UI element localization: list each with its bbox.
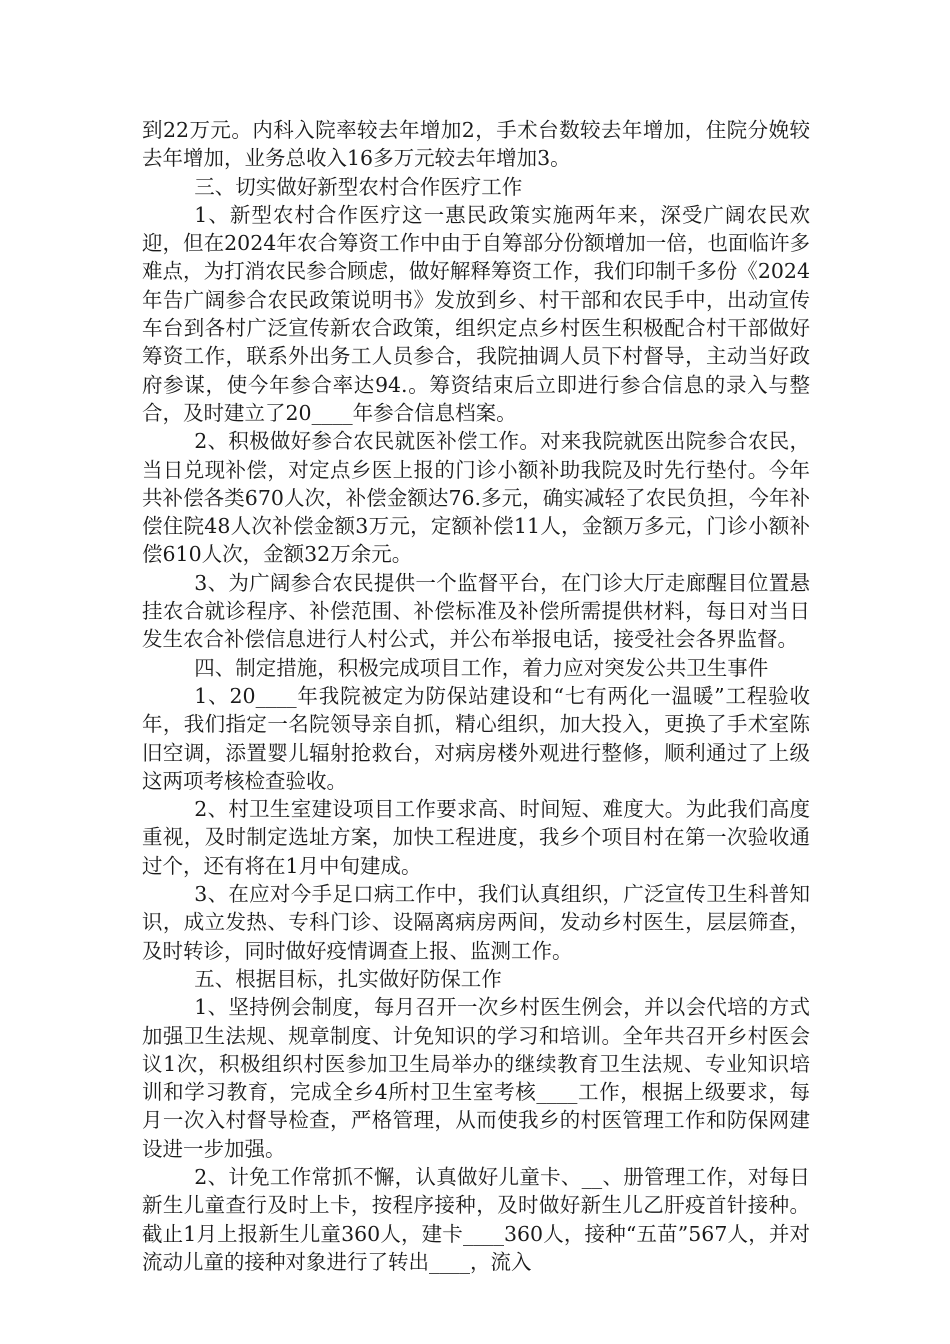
paragraph: 2、积极做好参合农民就医补偿工作。对来我院就医出院参合农民，当日兑现补偿，对定点乡医上报的门诊小额补助我院及时先行垫付。今年共补偿各类670人次，补偿金额达76.多元，确实减轻了农民负担，今年补偿住院48人次补偿金额3万元，定额补偿11人，金额万多元，门诊小额补偿610人次，金额32万余元。 <box>142 429 810 567</box>
paragraph: 1、新型农村合作医疗这一惠民政策实施两年来，深受广阔农民欢迎，但在2024年农合筹资工作中由于自筹部分份额增加一倍，也面临许多难点，为打消农民参合顾虑，做好解释筹资工作，我们印制千多份《2024年告广阔参合农民政策说明书》发放到乡、村干部和农民手中，出动宣传车台到各村广泛宣传新农合政策，组织定点乡村医生积极配合村干部做好筹资工作，联系外出务工人员参合，我院抽调人员下村督导，主动当好政府参谋，使今年参合率达94.。筹资结束后立即进行参合信息的录入与整合，及时建立了20____年参合信息档案。 <box>142 202 810 425</box>
paragraph: 3、在应对今手足口病工作中，我们认真组织，广泛宣传卫生科普知识，成立发热、专科门诊、设隔离病房两间，发动乡村医生，层层筛查，及时转诊，同时做好疫情调查上报、监测工作。 <box>142 882 810 963</box>
paragraph: 1、坚持例会制度，每月召开一次乡村医生例会，并以会代培的方式加强卫生法规、规章制度、计免知识的学习和培训。全年共召开乡村医会议1次，积极组织村医参加卫生局举办的继续教育卫生法规、专业知识培训和学习教育，完成全乡4所村卫生室考核____工作，根据上级要求，每月一次入村督导检查，严格管理，从而使我乡的村医管理工作和防保网建设进一步加强。 <box>142 995 810 1161</box>
section-heading-3: 三、切实做好新型农村合作医疗工作 <box>194 174 523 199</box>
paragraph: 3、为广阔参合农民提供一个监督平台，在门诊大厅走廊醒目位置悬挂农合就诊程序、补偿范围、补偿标准及补偿所需提供材料，每日对当日发生农合补偿信息进行人村公式，并公布举报电话，接受社会各界监督。 <box>142 570 810 652</box>
document-body <box>142 116 810 1276</box>
section-heading-4: 四、制定措施，积极完成项目工作，着力应对突发公共卫生事件 <box>194 655 769 680</box>
paragraph: 2、村卫生室建设项目工作要求高、时间短、难度大。为此我们高度重视，及时制定选址方案，加快工程进度，我乡个项目村在第一次验收通过个，还有将在1月中旬建成。 <box>142 797 810 878</box>
paragraph: 2、计免工作常抓不懈，认真做好儿童卡、__、册管理工作，对每日新生儿童查行及时上卡，按程序接种，及时做好新生儿乙肝疫首针接种。截止1月上报新生儿童360人，建卡____360人，接种“五苗”567人，并对流动儿童的接种对象进行了转出____，流入 <box>142 1164 810 1274</box>
paragraph-continuation: 到22万元。内科入院率较去年增加2，手术台数较去年增加，住院分娩较去年增加，业务总收入16多万元较去年增加3。 <box>142 118 810 171</box>
paragraph: 1、20____年我院被定为防保站建设和“七有两化一温暖”工程验收年，我们指定一名院领导亲自抓，精心组织，加大投入，更换了手术室陈旧空调，添置婴儿辐射抢救台，对病房楼外观进行整修，顺利通过了上级这两项考核检查验收。 <box>142 683 810 793</box>
section-heading-5: 五、根据目标，扎实做好防保工作 <box>194 966 502 991</box>
